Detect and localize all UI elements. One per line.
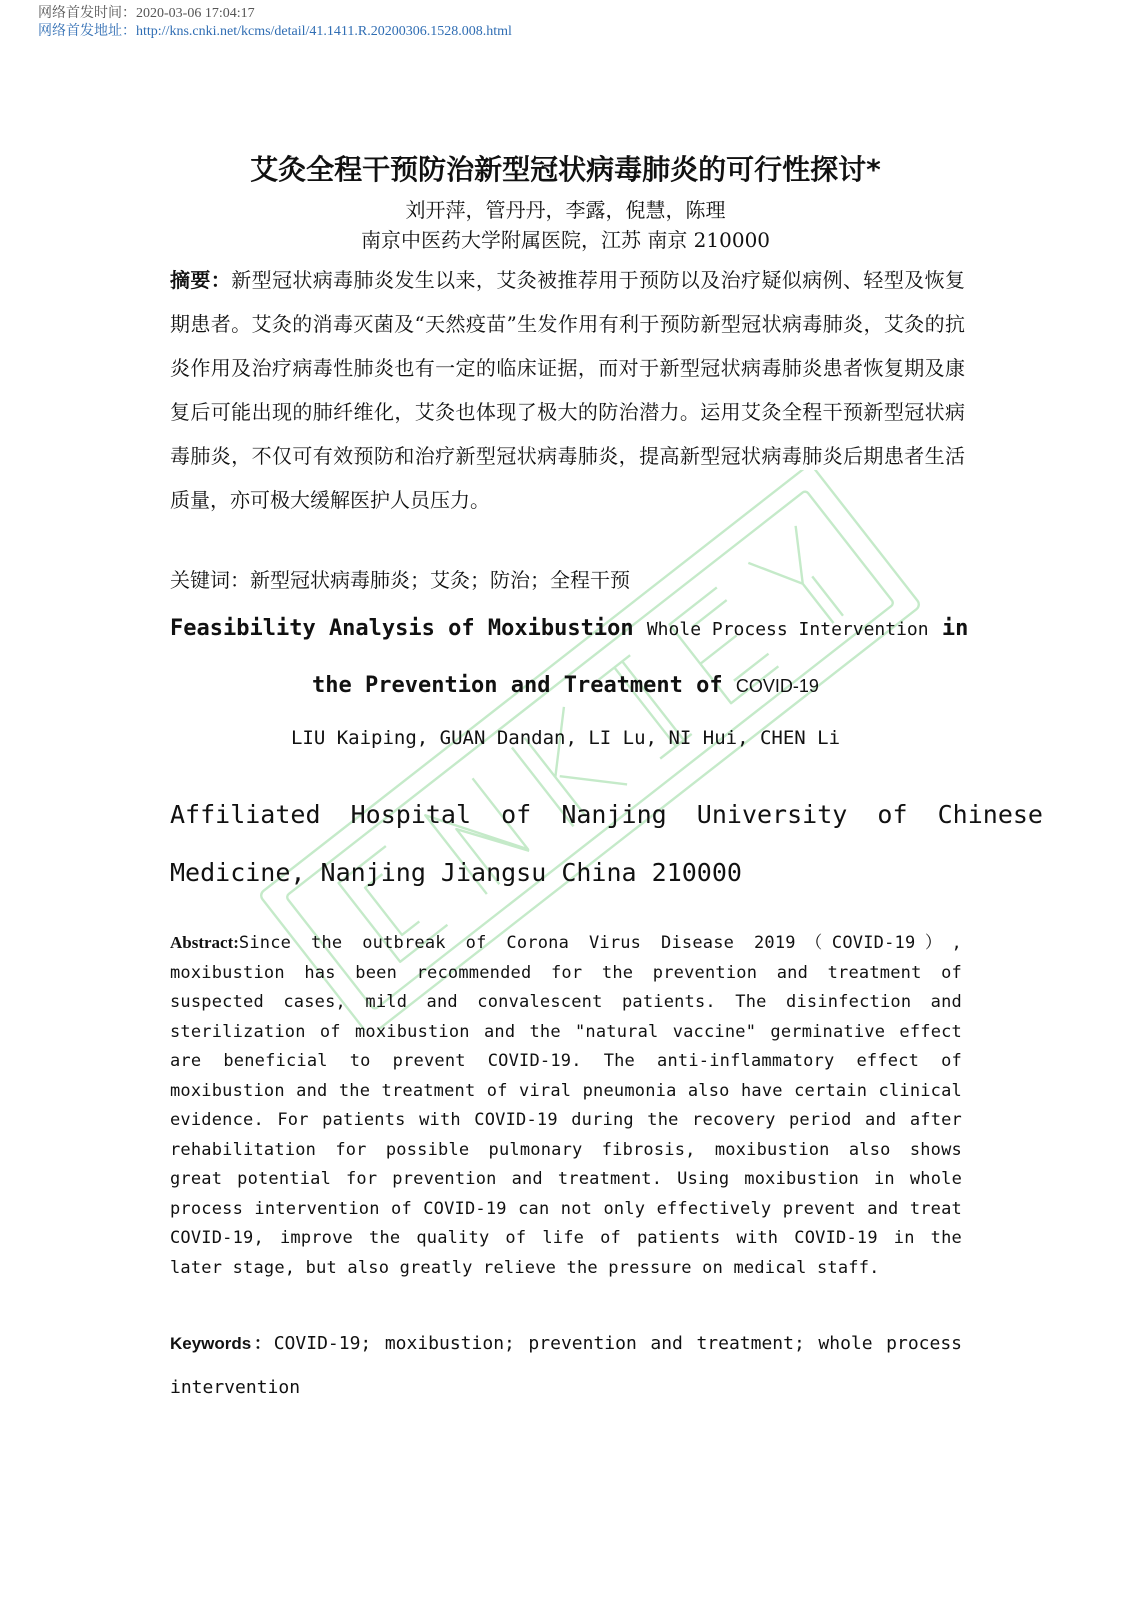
- title-en-part2: Whole Process Intervention: [646, 619, 929, 640]
- abstract-en: [170, 928, 962, 1283]
- keywords-en-text: COVID-19; moxibustion; prevention and treatment; whole process intervention: [170, 1333, 963, 1398]
- affiliation-en-line2: Medicine, Nanjing Jiangsu China 210000: [170, 858, 742, 887]
- paper-title-en-line1: [170, 616, 969, 641]
- paper-title-zh: 艾灸全程干预防治新型冠状病毒肺炎的可行性探讨*: [250, 153, 881, 186]
- affiliation-en-line1: Affiliated Hospital of Nanjing University of Chinese: [170, 800, 1043, 829]
- keywords-en-label: Keywords：: [170, 1334, 274, 1353]
- title-en-part1: Feasibility Analysis of Moxibustion: [170, 616, 634, 641]
- abstract-zh: [170, 258, 965, 522]
- title-en-part5: COVID-19: [735, 676, 819, 696]
- abstract-en-text: Since the outbreak of Corona Virus Disease 2019（COVID-19）, moxibustion has been recommended for the prevention and treatment of suspected cases, mild and convalescent patients. The disinfection and sterilization of moxibustion and the "natural vaccine" germinative effect are beneficial to prevent COVID-19. The anti-inflammatory effect of moxibustion and the treatment of viral pneumonia also have certain clinical evidence. For patients with COVID-19 during the recovery period and after rehabilitation for possible pulmonary fibrosis, moxibustion also shows great potential for prevention and treatment. Using moxibustion in whole process intervention of COVID-19 can not only effectively prevent and treat COVID-19, improve the quality of life of patients with COVID-19 in the later stage, but also greatly relieve the pressure on medical staff.: [170, 933, 962, 1278]
- abstract-zh-label: 摘要：: [170, 268, 232, 292]
- publish-url-line: [38, 22, 512, 41]
- paper-title-en-line2: [0, 673, 1131, 698]
- abstract-zh-text: 新型冠状病毒肺炎发生以来，艾灸被推荐用于预防以及治疗疑似病例、轻型及恢复期患者。艾灸的消毒灭菌及“天然疫苗”生发作用有利于预防新型冠状病毒肺炎，艾灸的抗炎作用及治疗病毒性肺炎也有一定的临床证据，而对于新型冠状病毒肺炎患者恢复期及康复后可能出现的肺纤维化，艾灸也体现了极大的防治潜力。运用艾灸全程干预新型冠状病毒肺炎，不仅可有效预防和治疗新型冠状病毒肺炎，提高新型冠状病毒肺炎后期患者生活质量，亦可极大缓解医护人员压力。: [170, 268, 966, 512]
- abstract-en-label: Abstract:: [170, 933, 239, 952]
- keywords-en: [170, 1322, 962, 1410]
- publish-url-label: 网络首发地址：: [38, 23, 136, 39]
- publish-time-label: 网络首发时间：: [38, 5, 136, 21]
- publish-time-value: 2020-03-06 17:04:17: [136, 6, 255, 21]
- title-en-part4: the Prevention and Treatment of: [312, 673, 723, 698]
- affiliation-zh: 南京中医药大学附属医院，江苏 南京 210000: [360, 228, 771, 252]
- keywords-zh: [170, 564, 630, 593]
- keywords-zh-text: 新型冠状病毒肺炎；艾灸；防治；全程干预: [250, 568, 630, 592]
- authors-zh: 刘开萍，管丹丹，李露，倪慧，陈理: [405, 198, 726, 222]
- authors-en: LIU Kaiping, GUAN Dandan, LI Lu, NI Hui, CHEN Li: [290, 727, 841, 749]
- publish-time-line: [38, 4, 255, 23]
- publish-url-link[interactable]: http://kns.cnki.net/kcms/detail/41.1411.R.20200306.1528.008.html: [136, 24, 512, 39]
- keywords-zh-label: 关键词：: [170, 568, 250, 592]
- title-en-part3: in: [941, 616, 969, 641]
